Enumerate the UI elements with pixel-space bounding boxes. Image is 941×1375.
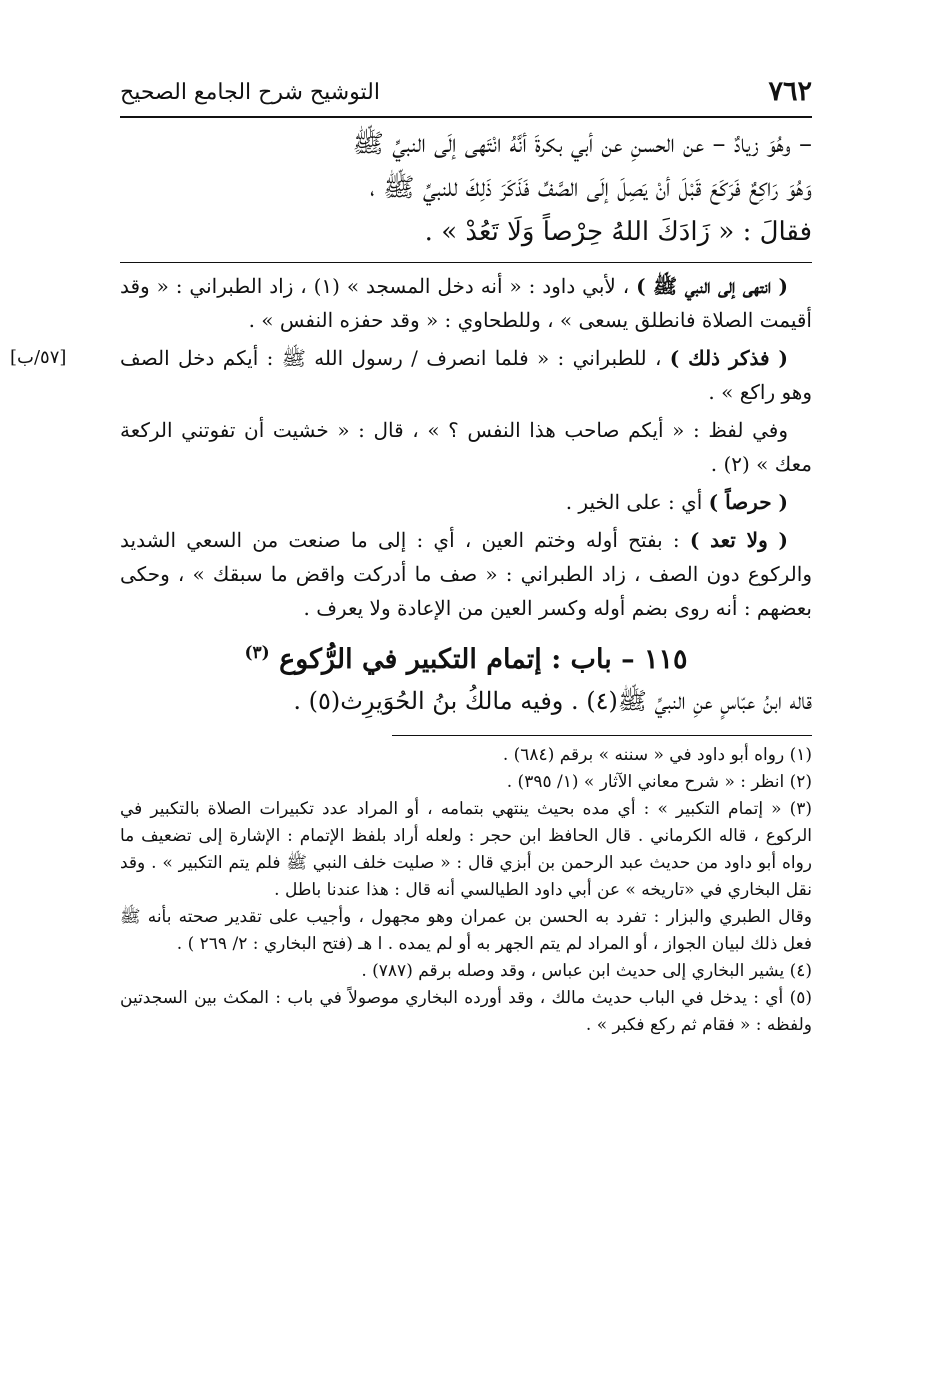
page bbox=[10, 70, 812, 1039]
commentary-paragraph bbox=[120, 485, 812, 519]
section-divider bbox=[120, 262, 812, 263]
commentary-lemma: ( فذكر ذلك ) bbox=[669, 346, 788, 370]
footnotes bbox=[120, 742, 812, 1039]
hadith-line: فقالَ : « زَادَكَ اللهُ حِرْصاً وَلَا تَعُدْ » . bbox=[424, 217, 812, 247]
commentary-paragraph bbox=[120, 413, 812, 481]
commentary-text: أي : على الخير . bbox=[565, 490, 709, 514]
chapter-title: ١١٥ – باب : إتمام التكبير في الرُّكوع bbox=[279, 644, 688, 675]
margin-reference: [٥٧/ب] bbox=[10, 347, 67, 368]
running-title: التوشيح شرح الجامع الصحيح bbox=[120, 80, 380, 105]
page-number: ٧٦٢ bbox=[768, 76, 812, 107]
footnote: (٣) « إتمام التكبير » : أي مده بحيث ينتهي بتمامه ، أو المراد عدد تكبيرات الصلاة بالتكبير في الركوع ، قاله الكرماني . قال الحافظ ابن حجر : ولعله أراد بلفظ الإتمام : الإشارة إلى تضعيف ما رواه أبو داود من حديث عبد الرحمن بن أبزي قال : « صليت خلف النبي ﷺ فلم يتم التكبير » . وقد نقل البخاري في «تاريخه » عن أبي داود الطيالسي أنه قال : هذا عندنا باطل . bbox=[120, 799, 812, 900]
commentary-paragraph bbox=[120, 523, 812, 625]
commentary-text: وفي لفظ : « أيكم صاحب هذا النفس ؟ » ، قال : « خشيت أن تفوتني الركعة معك » (٢) . bbox=[120, 418, 812, 476]
chapter-heading bbox=[120, 643, 812, 675]
hadith-line: – وهُوَ زيادٌ – عن الحسنِ عن أبي بكرةَ أنَّهُ انْتَهى إلَى النبيِّ ﷺ bbox=[352, 129, 812, 159]
commentary-paragraph bbox=[120, 269, 812, 337]
footnote-divider bbox=[392, 735, 812, 736]
footnote: (١) رواه أبو داود في « سننه » برقم (٦٨٤) . bbox=[502, 745, 812, 765]
footnote-continuation: وقال الطبري والبزار : تفرد به الحسن بن عمران وهو مجهول ، وأجيب على تقدير صحته بأنه ﷺ فعل ذلك لبيان الجواز ، أو المراد لم يتم الجهر به أو لم يمده . ا هـ (فتح البخاري : ٢/ ٢٦٩ ) . bbox=[120, 907, 812, 954]
chapter-footnote-mark: (٣) bbox=[244, 643, 270, 663]
commentary-paragraph bbox=[10, 341, 812, 409]
hadith-text bbox=[120, 122, 812, 254]
commentary-text: : بفتح أوله وختم العين ، أي : إلى ما صنعت من السعي الشديد والركوع دون الصف ، زاد الطبراني : « صف ما أدركت واقض ما سبقك » ، وحكى بعضهم : أنه روى بضم أوله وكسر العين من الإعادة ولا يعرف . bbox=[120, 528, 812, 620]
footnote: (٢) انظر : « شرح معاني الآثار » (١/ ٣٩٥) . bbox=[506, 772, 812, 792]
chapter-subtitle: قاله ابنُ عبّاسٍ عنِ النبيِّ ﷺ(٤) . وفيه مالكُ بنُ الحُوَيرِث(٥) . bbox=[293, 687, 812, 715]
commentary-lemma: ( ولا تعد ) bbox=[689, 528, 788, 552]
commentary-lemma: ( حرصاً ) bbox=[708, 490, 788, 514]
hadith-line: وَهُوَ رَاكِعٌ فَرَكَعَ قَبْلَ أنْ يَصِلَ إلَى الصَّفِّ فَذَكَرَ ذَلِكَ للنبيِّ ﷺ ، bbox=[369, 173, 812, 203]
commentary-text: ، لأبي داود : « أنه دخل المسجد » (١) ، زاد الطبراني : « وقد أقيمت الصلاة فانطلق يسعى » ، وللطحاوي : « وقد حفزه النفس » . bbox=[120, 274, 812, 332]
commentary-text: ، للطبراني : « فلما انصرف / رسول الله ﷺ : أيكم دخل الصف وهو راكع » . bbox=[120, 346, 812, 404]
footnote: (٥) أي : يدخل في الباب حديث مالك ، وقد أورده البخاري موصولاً في باب : المكث بين السجدتين ولفظه : « فقام ثم ركع فكبر » . bbox=[120, 988, 812, 1035]
footnote: (٤) يشير البخاري إلى حديث ابن عباس ، وقد وصله برقم (٧٨٧) . bbox=[361, 961, 812, 981]
page-header bbox=[120, 70, 812, 118]
commentary-lemma: ( انتهى إلى النبي ﷺ ) bbox=[636, 274, 788, 298]
